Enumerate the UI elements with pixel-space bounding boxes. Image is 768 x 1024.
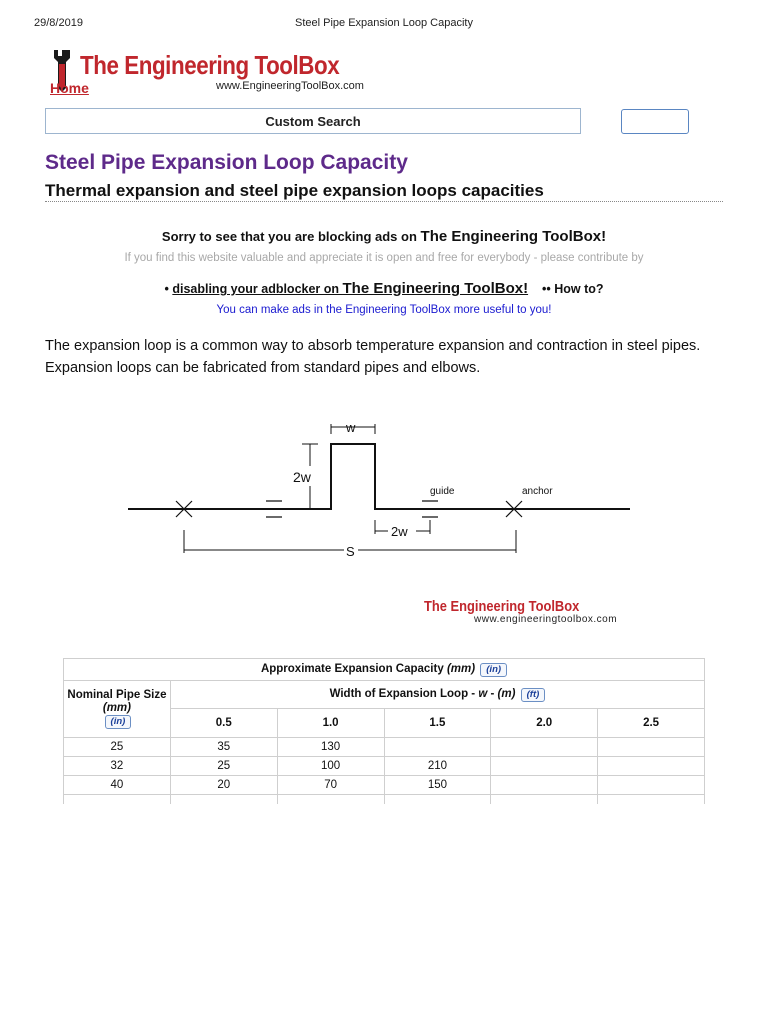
capacity-cell: 25 — [170, 757, 277, 776]
table-row — [64, 776, 705, 795]
capacity-cell: 20 — [170, 776, 277, 795]
adblock-brand: The Engineering ToolBox! — [420, 228, 607, 245]
col-header-width — [170, 681, 704, 709]
table-row — [64, 738, 705, 757]
print-page-title: Steel Pipe Expansion Loop Capacity — [295, 17, 473, 29]
adblock-notice-text: Sorry to see that you are blocking ads on — [161, 229, 421, 244]
page-subtitle: Thermal expansion and steel pipe expansion loops capacities — [45, 181, 544, 200]
width-unit-toggle[interactable]: (ft) — [521, 688, 546, 702]
capacity-cell — [384, 738, 491, 757]
capacity-cell: 130 — [277, 738, 384, 757]
useful-ads-link[interactable]: You can make ads in the Engineering ToolBox more useful to you! — [216, 304, 552, 316]
search-button[interactable] — [621, 109, 689, 134]
heading-divider — [45, 201, 723, 202]
capacity-cell — [491, 776, 598, 795]
print-date: 29/8/2019 — [34, 17, 83, 29]
capacity-cell — [598, 776, 705, 795]
height-label: 2w — [293, 469, 311, 485]
logo-text: The Engineering ToolBox — [80, 50, 340, 80]
capacity-cell — [598, 738, 705, 757]
width-col-header: 2.5 — [598, 709, 705, 738]
capacity-cell: 35 — [170, 738, 277, 757]
page-title: Steel Pipe Expansion Loop Capacity — [45, 151, 408, 174]
adblock-notice-line2: If you find this website valuable and appreciate it is open and free for everybody - please contribute by — [124, 252, 644, 264]
width-col-header: 2.0 — [491, 709, 598, 738]
disable-adblocker-brand-link[interactable]: The Engineering ToolBox! — [342, 280, 529, 297]
caption-unit-toggle[interactable]: (in) — [480, 663, 507, 677]
anchor-label: anchor — [522, 486, 553, 497]
disable-adblocker-link[interactable]: disabling your adblocker on — [172, 282, 343, 296]
width-header-unit: (m) — [497, 687, 516, 700]
capacity-cell: 70 — [277, 776, 384, 795]
table-row-cut — [64, 795, 705, 805]
expansion-capacity-table — [63, 658, 705, 804]
capacity-cell: 210 — [384, 757, 491, 776]
bullet: • — [164, 282, 173, 296]
col-header-pipe-size — [64, 681, 171, 738]
pipe-size-cell: 25 — [64, 738, 171, 757]
adblock-notice-line1 — [0, 228, 768, 245]
pipe-size-cell: 32 — [64, 757, 171, 776]
width-col-header: 1.5 — [384, 709, 491, 738]
pipe-size-unit: (mm) — [102, 702, 131, 714]
pipe-size-cell: 40 — [64, 776, 171, 795]
width-col-header: 0.5 — [170, 709, 277, 738]
home-link[interactable]: Home — [50, 80, 89, 96]
how-to-link[interactable]: •• How to? — [541, 282, 604, 296]
table-row — [64, 757, 705, 776]
pipe-line — [128, 444, 630, 509]
guide-label: guide — [430, 486, 455, 497]
capacity-cell: 100 — [277, 757, 384, 776]
capacity-cell — [491, 757, 598, 776]
capacity-cell: 150 — [384, 776, 491, 795]
intro-paragraph: The expansion loop is a common way to absorb temperature expansion and contraction in steel pipes. Expansion loops can be fabricated from standard pipes and elbows. — [45, 338, 701, 376]
caption-unit: (mm) — [446, 662, 476, 675]
site-logo[interactable] — [44, 46, 394, 98]
guide-offset-label: 2w — [391, 524, 408, 539]
diagram-watermark — [424, 598, 684, 625]
width-header-mid: - — [487, 687, 498, 700]
watermark-url: www.engineeringtoolbox.com — [474, 614, 618, 625]
watermark-title: The Engineering ToolBox — [424, 598, 580, 615]
pipe-size-unit-toggle[interactable]: (in) — [105, 715, 132, 729]
span-label: S — [346, 544, 355, 559]
expansion-loop-diagram — [120, 410, 640, 560]
width-header-var: w — [478, 687, 488, 700]
logo-url: www.EngineeringToolBox.com — [216, 80, 364, 92]
table-caption — [64, 659, 705, 681]
width-header-prefix: Width of Expansion Loop - — [329, 687, 479, 700]
capacity-cell — [491, 738, 598, 757]
search-label: Custom Search — [265, 114, 361, 129]
width-col-header: 1.0 — [277, 709, 384, 738]
adblock-notice-line3 — [0, 280, 768, 297]
w-label: w — [346, 420, 356, 435]
caption-text: Approximate Expansion Capacity — [260, 662, 444, 675]
capacity-cell — [598, 757, 705, 776]
pipe-size-label: Nominal Pipe Size — [67, 689, 167, 701]
custom-search-box[interactable] — [45, 108, 581, 134]
